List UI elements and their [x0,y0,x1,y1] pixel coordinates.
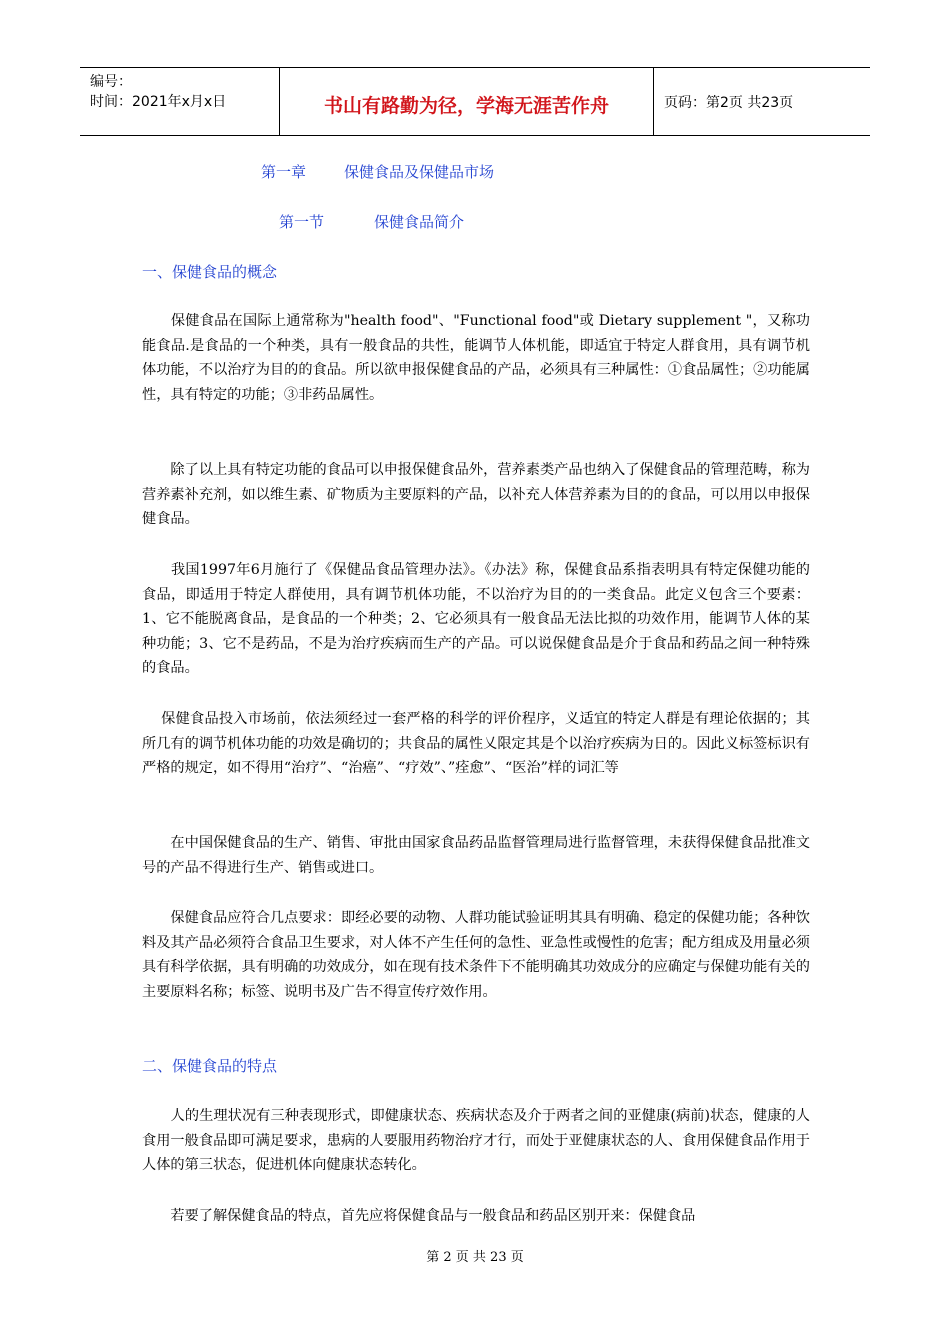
paragraph-2: 除了以上具有特定功能的食品可以申报保健食品外，营养素类产品也纳入了保健食品的管理范畴，称为营养素补充剂，如以维生素、矿物质为主要原料的产品，以补充人体营养素为目的的食品，可以用以申报保健食品。 [142,462,810,527]
document-number-label: 编号： [90,74,132,90]
header-page-info: 页码：第2页 共23页 [664,94,794,111]
section-title: 保健食品简介 [374,213,465,231]
paragraph-1: 保健食品在国际上通常称为"health food"、"Functional food"或 Dietary supplement "，又称功能食品.是食品的一个种类，具有一般食品的共性，能调节人体机能，即适宜于特定人群食用，具有调节机体功能，不以治疗为目的的食品。所以欲申报保健食品的产品，必须具有三种属性：①食品属性；②功能属性，具有特定的功能；③非药品属性。 [142,313,810,403]
header-table [80,67,870,136]
paragraph-8: 若要了解保健食品的特点，首先应将保健食品与一般食品和药品区别开来：保健食品 [142,1208,696,1224]
page-footer: 第 2 页 共 23 页 [426,1250,524,1265]
paragraph-6: 保健食品应符合几点要求：即经必要的动物、人群功能试验证明其具有明确、稳定的保健功能；各种饮料及其产品必须符合食品卫生要求，对人体不产生任何的急性、亚急性或慢性的危害；配方组成及用量必须具有科学依据，具有明确的功效成分，如在现有技术条件下不能明确其功效成分的应确定与保健功能有关的主要原料名称；标签、说明书及广告不得宣传疗效作用。 [142,910,810,1000]
chapter-title: 保健食品及保健品市场 [344,163,495,181]
chapter-heading [261,162,494,182]
paragraph-4: 保健食品投入市场前，依法须经过一套严格的科学的评价程序，义适宜的特定人群是有理论依据的；其所几有的调节机体功能的功效是确切的；共食品的属性乂限定其是个以治疗疾病为日的。因此义标签标识有严格的规定，如不得用“治疗”、“治癌”、“疗效”、”痊愈”、“医治”样的词汇等 [142,711,810,776]
document-date: 时间：2021年x月x日 [90,94,227,110]
chapter-label: 第一章 [261,163,307,181]
paragraph-5: 在中国保健食品的生产、销售、审批由国家食品药品监督管理局进行监督管理，未获得保健食品批准文号的产品不得进行生产、销售或进口。 [142,835,810,876]
header-left-cell [80,68,280,135]
section-heading [279,212,464,232]
section-label: 第一节 [279,213,325,231]
paragraph-3: 我国1997年6月施行了《保健品食品管理办法》。《办法》称，保健食品系指表明具有特定保健功能的食品，即适用于特定人群使用，具有调节机体功能，不以治疗为目的的一类食品。此定义包含三个要素：1、它不能脱离食品，是食品的一个种类；2、它必须具有一般食品无法比拟的功效作用，能调节人体的某种功能；3、它不是药品，不是为治疗疾病而生产的产品。可以说保健食品是介于食品和药品之间一种特殊的食品。 [142,562,810,676]
header-motto: 书山有路勤为径，学海无涯苦作舟 [280,68,654,135]
heading-features: 二、保健食品的特点 [142,1057,278,1075]
paragraph-7: 人的生理状况有三种表现形式，即健康状态、疾病状态及介于两者之间的亚健康(病前)状态，健康的人食用一般食品即可满足要求，患病的人要服用药物治疗才行，而处于亚健康状态的人、食用保健食品作用于人体的第三状态，促进机体向健康状态转化。 [142,1108,810,1173]
heading-concept: 一、保健食品的概念 [142,263,278,281]
